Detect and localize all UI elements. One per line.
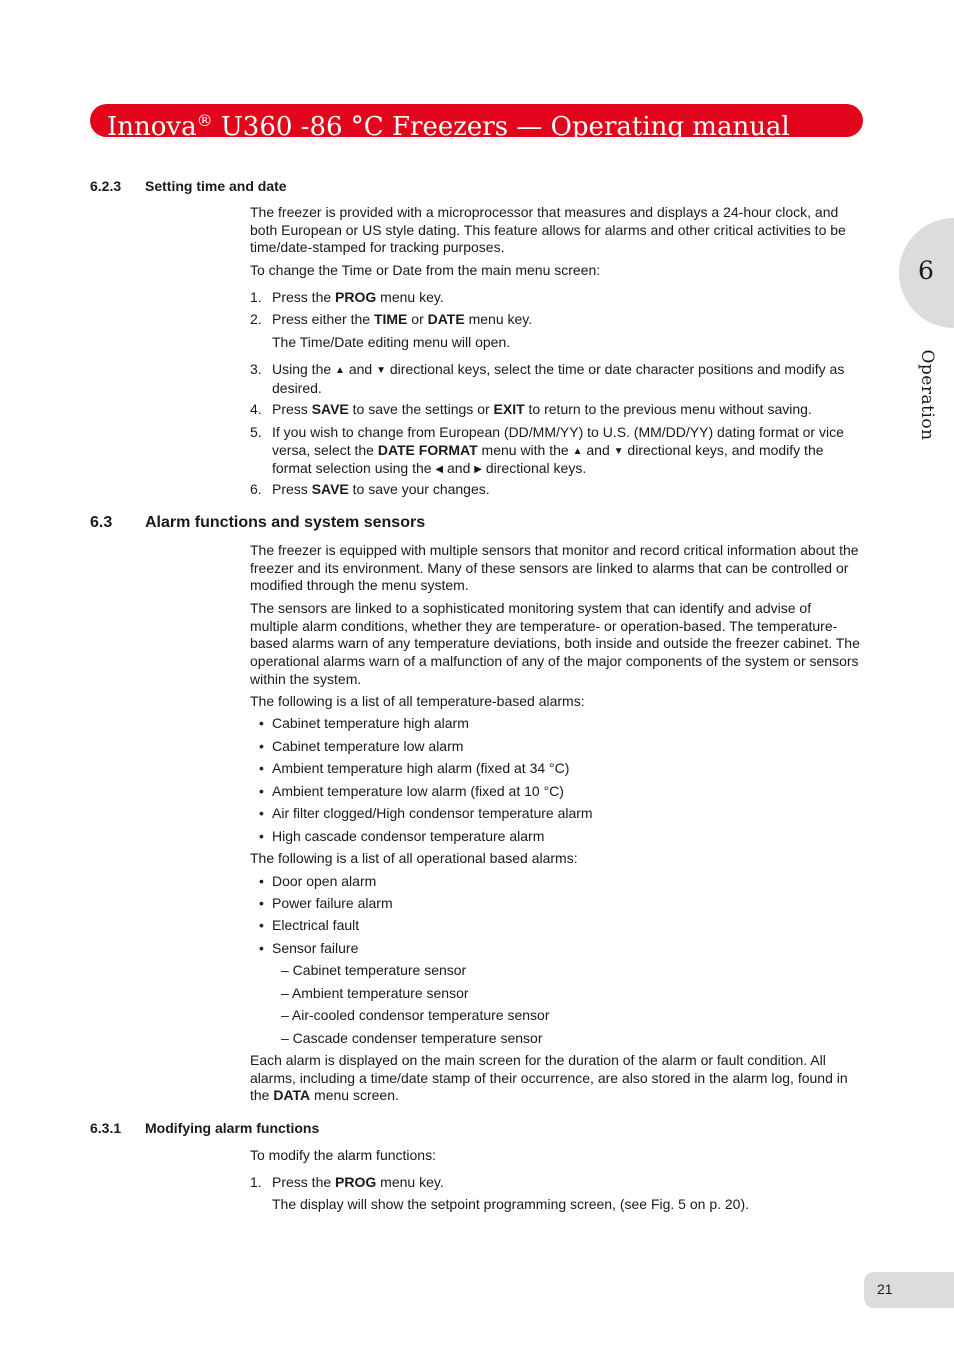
list-item: 1. Press the PROG menu key. — [250, 1174, 444, 1190]
step-note: The Time/Date editing menu will open. — [272, 334, 511, 350]
paragraph: The following is a list of all temperature-based alarms: — [250, 693, 585, 709]
step-number: 4. — [250, 401, 262, 417]
bullet: • — [259, 873, 264, 889]
list-item: • Ambient temperature low alarm (fixed at 10 °C) — [259, 783, 564, 799]
bullet: • — [259, 805, 264, 821]
bullet: • — [259, 783, 264, 799]
list-item: 1. Press the PROG menu key. — [250, 289, 444, 305]
header-banner — [90, 104, 863, 142]
paragraph: Each alarm is displayed on the main screen for the duration of the alarm or fault condition. All alarms, including a time/date stamp of their occurrence, are also stored in the alarm log, found in the DATA menu screen. — [250, 1052, 848, 1104]
header-title-rest: U360 -86 °C Freezers — Operating manual — [212, 112, 790, 142]
paragraph: The sensors are linked to a sophisticated monitoring system that can identify and advise of multiple alarm conditions, whether they are temperature- or operation-based. The temperature-based alarms warn of any temperature deviations, both inside and outside the freezer cabinet. The operational alarms warn of a malfunction of any of the major components of the system or sensors within the system. — [250, 600, 860, 687]
left-arrow-icon: ◀ — [435, 464, 444, 476]
chapter-number: 6 — [918, 256, 934, 285]
bullet: • — [259, 940, 264, 956]
bullet: • — [259, 917, 264, 933]
header-title-prefix: Innova — [107, 112, 197, 142]
list-item: • Sensor failure — [259, 940, 359, 956]
bullet: • — [259, 715, 264, 731]
page-number: 21 — [877, 1281, 893, 1297]
list-item: • Electrical fault — [259, 917, 360, 933]
paragraph: To change the Time or Date from the main menu screen: — [250, 262, 601, 278]
step-number: 1. — [250, 289, 262, 305]
bullet: • — [259, 760, 264, 776]
right-arrow-icon: ▶ — [474, 464, 482, 476]
bullet: • — [259, 828, 264, 844]
paragraph: To modify the alarm functions: — [250, 1147, 436, 1163]
step-note: The display will show the setpoint programming screen, (see Fig. 5 on p. 20). — [272, 1196, 750, 1212]
step-number: 5. — [250, 424, 262, 440]
sub-list-item: – Cabinet temperature sensor — [281, 962, 467, 978]
list-item: • Power failure alarm — [259, 895, 393, 911]
list-item: • Cabinet temperature low alarm — [259, 738, 464, 754]
key-label: DATE — [427, 311, 465, 327]
up-arrow-icon: ▲ — [572, 445, 583, 457]
bullet: • — [259, 738, 264, 754]
key-label: EXIT — [493, 401, 525, 417]
list-item: • Cabinet temperature high alarm — [259, 715, 469, 731]
list-item: 2. Press either the TIME or DATE menu key. — [250, 311, 533, 327]
section-number: 6.3.1 — [90, 1120, 122, 1136]
section-title: Alarm functions and system sensors — [145, 514, 426, 531]
section-heading-6-3 — [90, 514, 425, 532]
list-item: • Ambient temperature high alarm (fixed at 34 °C) — [259, 760, 570, 776]
key-label: DATE FORMAT — [377, 441, 478, 458]
step-number: 2. — [250, 311, 262, 327]
down-arrow-icon: ▼ — [376, 365, 386, 376]
key-label: SAVE — [311, 481, 349, 497]
list-item: 3. Using the ▲ and ▼ directional keys, select the time or date character positions and modify as desired. — [250, 361, 845, 396]
section-title: Setting time and date — [145, 178, 287, 194]
sub-list-item: – Ambient temperature sensor — [281, 985, 469, 1001]
section-number: 6.3 — [90, 514, 113, 531]
list-item: 4. Press SAVE to save the settings or EXIT to return to the previous menu without saving. — [250, 401, 812, 417]
key-label: PROG — [335, 1174, 377, 1190]
section-title: Modifying alarm functions — [145, 1120, 320, 1136]
key-label: PROG — [335, 289, 377, 305]
step-number: 1. — [250, 1174, 262, 1190]
list-item: • High cascade condensor temperature alarm — [259, 828, 545, 844]
down-arrow-icon: ▼ — [613, 445, 624, 457]
bullet: • — [259, 895, 264, 911]
step-number: 6. — [250, 481, 262, 497]
sub-list-item: – Cascade condenser temperature sensor — [281, 1030, 543, 1046]
up-arrow-icon: ▲ — [335, 365, 345, 376]
registered-mark: ® — [196, 111, 213, 130]
key-label: DATA — [273, 1087, 311, 1104]
section-heading-6-3-1 — [90, 1120, 319, 1136]
sub-list-item: – Air-cooled condensor temperature sensor — [281, 1007, 550, 1023]
step-number: 3. — [250, 361, 262, 377]
key-label: TIME — [373, 311, 408, 327]
section-heading-6-2-3 — [90, 178, 287, 194]
key-label: SAVE — [311, 401, 349, 417]
list-item: 5. If you wish to change from European (DD/MM/YY) to U.S. (MM/DD/YY) dating format or vice versa, select the DATE FORMAT menu with the ▲ and ▼ directional keys, and modify the format selection using the ◀ and ▶ directional keys. — [250, 424, 844, 477]
section-number: 6.2.3 — [90, 178, 122, 194]
paragraph: The following is a list of all operational based alarms: — [250, 850, 578, 866]
list-item: 6. Press SAVE to save your changes. — [250, 481, 490, 497]
chapter-side-label: Operation — [917, 349, 937, 441]
list-item: • Air filter clogged/High condensor temperature alarm — [259, 805, 593, 821]
list-item: • Door open alarm — [259, 873, 377, 889]
paragraph: The freezer is provided with a microprocessor that measures and displays a 24-hour clock, and both European or US style dating. This feature allows for alarms and other critical activities to be time/date-stamped for tracking purposes. — [250, 204, 846, 256]
paragraph: The freezer is equipped with multiple sensors that monitor and record critical information about the freezer and its environment. Many of these sensors are linked to alarms that can be controlled or modified through the menu system. — [250, 542, 859, 594]
